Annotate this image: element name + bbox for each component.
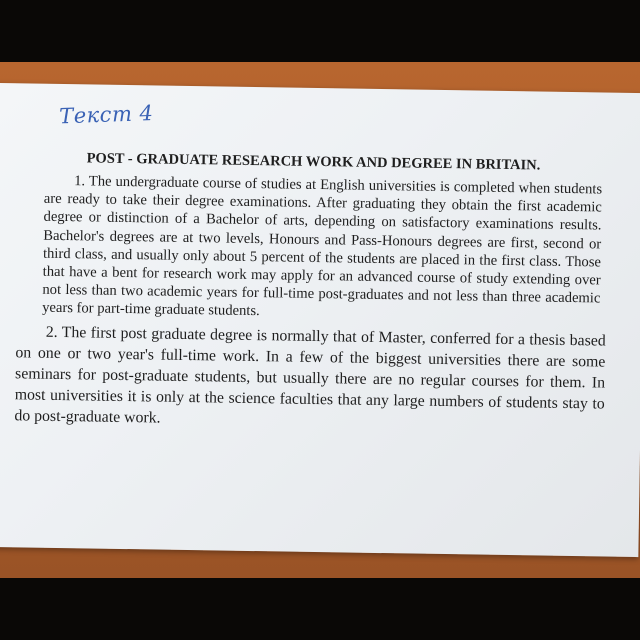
handwritten-note: Текст 4 bbox=[58, 100, 154, 129]
document-body bbox=[14, 149, 608, 436]
paragraph-1: 1. The undergraduate course of studies at English universities is completed when students are ready to take their degree examinations. After graduating they obtain the first academic degree or distinction of a Bachelor of arts, depending on satisfactory examinations results. Bachelor's degrees are at two levels, Honours and Pass-Honours degrees are first, second or third class, and usually only about 5 percent of the students are placed in the first class. Those that have a bent for research work may apply for an advanced course of study extending over not less than two academic years for full-time post-graduates and not less than three academic years for part-time graduate students. bbox=[42, 173, 603, 320]
paragraph-2: 2. The first post graduate degree is normally that of Master, conferred for a thesis based on one or two year's full-time work. In a few of the biggest universities there are some seminars for post-graduate students, but usually there are no regular courses for them. In most universities it is only at the science faculties that any large numbers of students stay to do post-graduate work. bbox=[14, 323, 606, 428]
document-title: POST - GRADUATE RESEARCH WORK AND DEGREE IN BRITAIN. bbox=[86, 150, 541, 174]
paper-sheet bbox=[0, 83, 640, 557]
